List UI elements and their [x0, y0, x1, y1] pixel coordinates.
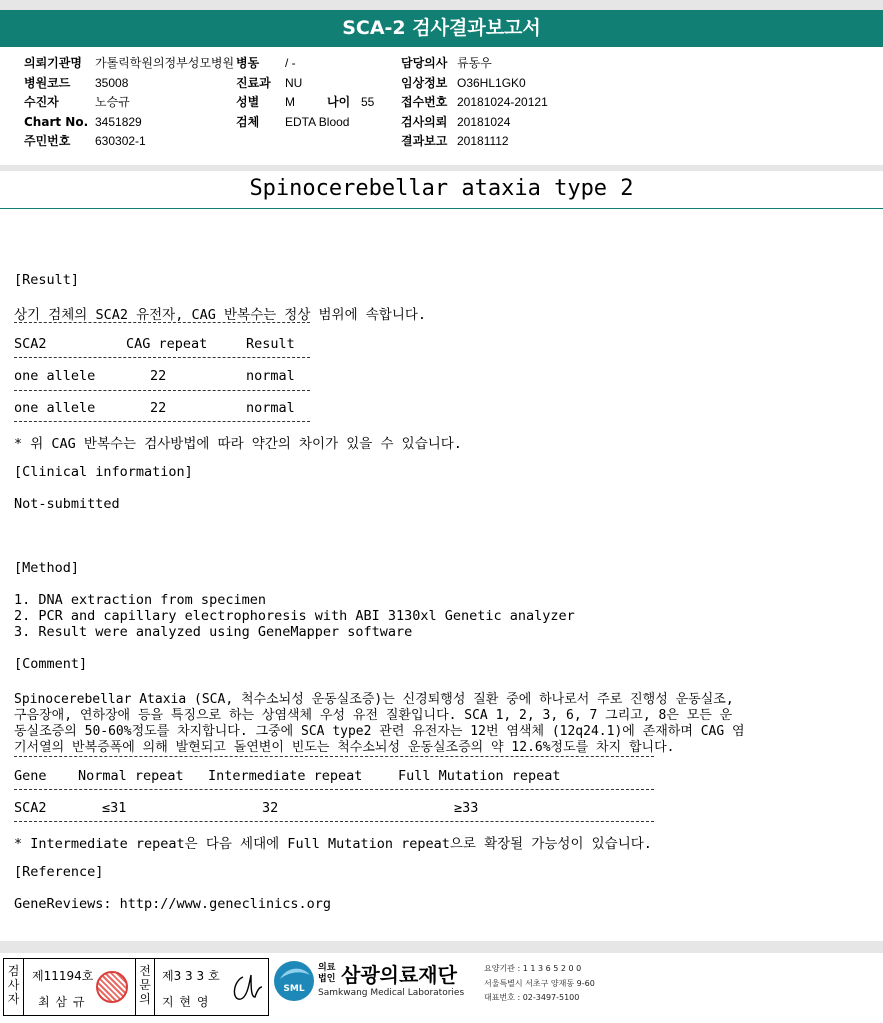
info-row	[236, 113, 374, 133]
table-rule	[14, 390, 310, 391]
address-line: 서울특별시 서초구 양재동 9-60	[484, 979, 595, 988]
table-rule	[14, 821, 654, 822]
info-row	[24, 74, 234, 94]
table1-cell: normal	[246, 368, 295, 384]
info-row	[24, 113, 234, 133]
info-row	[236, 74, 374, 94]
info-label: 성별	[236, 95, 260, 109]
address-line: 대표번호 : 02-3497-5100	[484, 993, 580, 1002]
sig2-number: 제3 3 3 호	[162, 969, 220, 983]
info-row	[401, 113, 548, 133]
info-value: / -	[285, 56, 296, 70]
corp-english: Samkwang Medical Laboratories	[318, 988, 465, 998]
info-value: 3451829	[95, 114, 142, 129]
sig1-number: 제11194호	[32, 969, 94, 983]
info-value: 35008	[95, 75, 129, 90]
table-rule	[14, 357, 310, 358]
report-title-bar	[0, 10, 883, 47]
report-title: SCA-2 검사결과보고서	[342, 17, 541, 39]
result-heading: [Result]	[14, 272, 80, 288]
info-column-3	[401, 54, 548, 152]
info-value: 노승규	[95, 95, 130, 109]
reference-text: GeneReviews: http://www.geneclinics.org	[14, 896, 331, 912]
table2-header: Full Mutation repeat	[398, 768, 561, 784]
age-label: 나이	[327, 95, 351, 109]
result-text: 상기 검체의 SCA2 유전자, CAG 반복수는 정상 범위에 속합니다.	[14, 307, 427, 323]
info-column-1	[24, 54, 234, 152]
info-value: 630302-1	[95, 134, 146, 148]
signature-scribble	[229, 967, 265, 1007]
table2-cell: SCA2	[14, 800, 47, 816]
info-label: 진료과	[236, 75, 271, 90]
table2-header: Normal repeat	[78, 768, 184, 784]
info-row	[24, 132, 234, 152]
info-label: 결과보고	[401, 134, 448, 148]
info-value: 가톨릭학원의정부성모병원	[95, 56, 235, 70]
info-row	[24, 93, 234, 113]
sig2-role: 전문의	[135, 959, 155, 1015]
info-label: 의뢰기관명	[24, 56, 82, 70]
document-title: Spinocerebellar ataxia type 2	[249, 176, 634, 201]
info-label: 접수번호	[401, 95, 448, 109]
info-label: 수진자	[24, 95, 59, 109]
info-value: O36HL1GK0	[457, 75, 526, 90]
table1-cell: 22	[150, 368, 167, 384]
footer	[0, 953, 883, 1023]
clinical-heading: [Clinical information]	[14, 464, 193, 480]
info-value: M	[285, 95, 295, 109]
table1-header-result: Result	[246, 336, 295, 352]
method-heading: [Method]	[14, 560, 80, 576]
info-row	[24, 54, 234, 74]
info-label: 임상정보	[401, 75, 448, 90]
separator	[0, 165, 883, 171]
info-row	[401, 93, 548, 113]
info-label: 담당의사	[401, 56, 448, 70]
table1-cell: normal	[246, 400, 295, 416]
table-rule	[14, 789, 654, 790]
table1-header-gene: SCA2	[14, 336, 47, 352]
corp-prefix: 의료 법인	[318, 963, 336, 984]
table-rule	[14, 322, 310, 323]
sig1-role: 검사자	[4, 959, 24, 1015]
table2-cell: ≤31	[102, 800, 127, 816]
top-strip	[0, 0, 883, 10]
info-row	[401, 132, 548, 152]
info-label: Chart No.	[24, 114, 89, 129]
table1-cell: 22	[150, 400, 167, 416]
comment-line: 기서열의 반복증폭에 의해 발현되고 돌연변이 빈도는 척수소뇌성 운동실조증의 약 12.6%정도를 차지 합니다.	[14, 740, 675, 755]
table2-header: Gene	[14, 768, 47, 784]
info-row	[401, 74, 548, 94]
age-value: 55	[361, 95, 375, 109]
info-value: NU	[285, 75, 303, 90]
info-label: 검체	[236, 114, 260, 129]
info-row	[236, 93, 374, 113]
info-value: EDTA Blood	[285, 114, 350, 129]
comment-line: 동실조증의 50-60%정도를 차지합니다. 그중에 SCA type2 관련 유전자는 12번 염색체 (12q24.1)에 존재하며 CAG 염	[14, 724, 745, 739]
table2-cell: 32	[262, 800, 279, 816]
table2-cell: ≥33	[454, 800, 479, 816]
reference-heading: [Reference]	[14, 864, 104, 880]
clinical-text: Not-submitted	[14, 496, 120, 512]
info-row	[236, 54, 374, 74]
info-value: 20181024-20121	[457, 95, 548, 109]
info-label: 병동	[236, 56, 260, 70]
table1-header-cag: CAG repeat	[126, 336, 208, 352]
method-item: 2. PCR and capillary electrophoresis with ABI 3130xl Genetic analyzer	[14, 608, 575, 624]
separator	[0, 941, 883, 953]
info-label: 병원코드	[24, 75, 71, 90]
method-item: 1. DNA extraction from specimen	[14, 592, 266, 608]
sml-logo	[272, 959, 316, 1003]
info-label: 검사의뢰	[401, 114, 448, 129]
table2-header: Intermediate repeat	[208, 768, 363, 784]
sig2-name: 지 현 영	[162, 995, 210, 1009]
info-value: 20181024	[457, 114, 511, 129]
info-value: 20181112	[457, 134, 509, 148]
method-item: 3. Result were analyzed using GeneMapper software	[14, 624, 413, 640]
address-line: 요양기관 : 1 1 3 6 5 2 0 0	[484, 964, 582, 973]
corp-name: 삼광의료재단	[341, 963, 457, 987]
title-underline	[0, 208, 883, 209]
table1-cell: one allele	[14, 368, 96, 384]
comment-note: * Intermediate repeat은 다음 세대에 Full Mutation repeat으로 확장될 가능성이 있습니다.	[14, 836, 652, 852]
comment-line: Spinocerebellar Ataxia (SCA, 척수소뇌성 운동실조증)는 신경퇴행성 질환 중에 하나로서 주로 진행성 운동실조,	[14, 692, 734, 707]
sig1-name: 최 삼 규	[38, 995, 86, 1009]
comment-line: 구음장애, 연하장애 등을 특징으로 하는 상염색체 우성 유전 질환입니다. SCA 1, 2, 3, 6, 7 그리고, 8은 모든 운	[14, 708, 733, 723]
table1-cell: one allele	[14, 400, 96, 416]
seal-stamp	[96, 971, 128, 1003]
info-column-2	[236, 54, 374, 132]
comment-heading: [Comment]	[14, 656, 88, 672]
signature-box	[3, 958, 269, 1016]
table-rule	[14, 421, 310, 422]
info-row	[401, 54, 548, 74]
result-note: * 위 CAG 반복수는 검사방법에 따라 약간의 차이가 있을 수 있습니다.	[14, 436, 462, 452]
info-label: 주민번호	[24, 134, 71, 148]
info-value: 류동우	[457, 56, 492, 70]
table-rule	[14, 756, 654, 757]
logo-text: SML	[283, 984, 305, 994]
